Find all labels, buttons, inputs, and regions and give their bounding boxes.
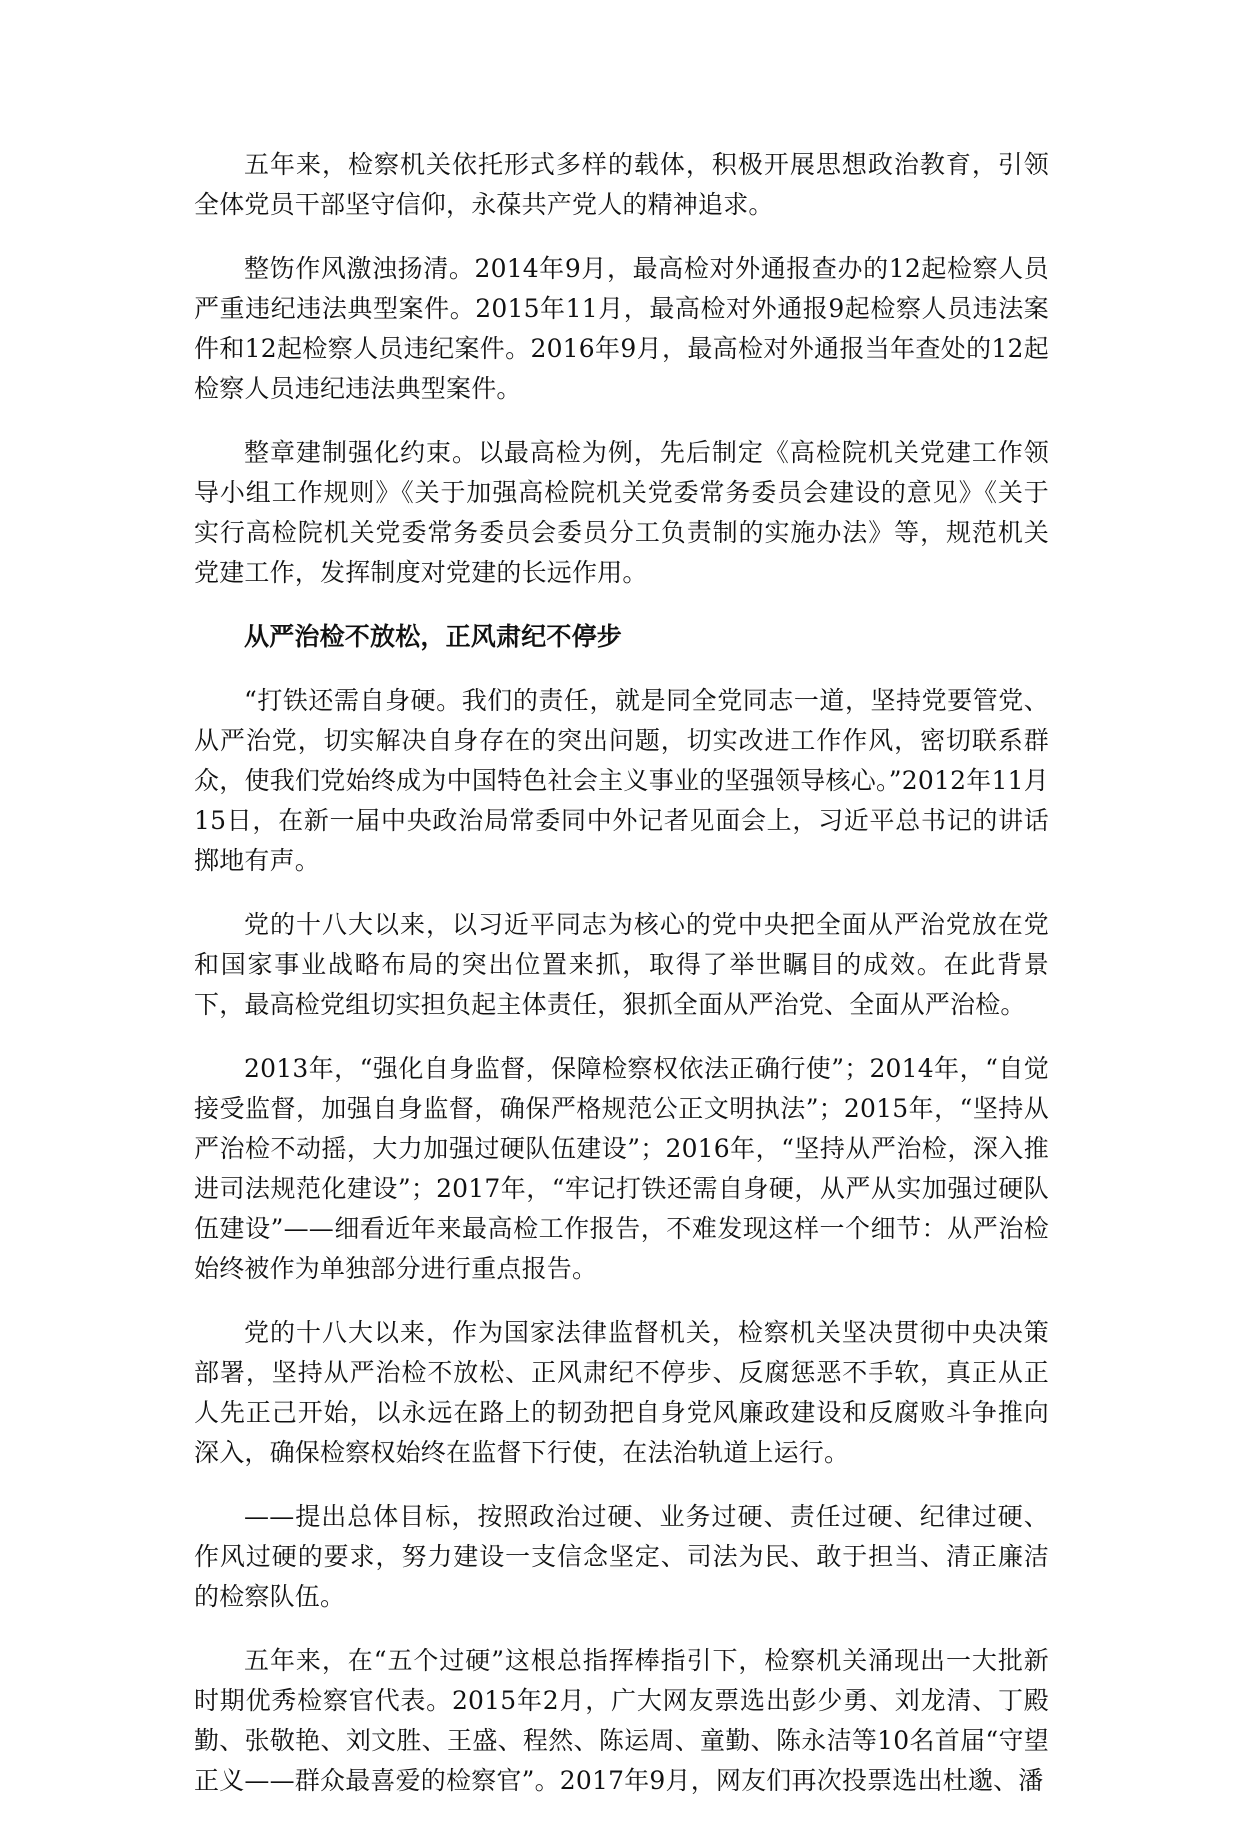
paragraph-since-18th-congress: 党的十八大以来，以习近平同志为核心的党中央把全面从严治党放在党和国家事业战略布局的突出位置来抓，取得了举世瞩目的成效。在此背景下，最高检党组切实担负起主体责任，狠抓全面从严治党、全面从严治检。: [194, 910, 1049, 1019]
document-page: [194, 145, 1049, 1825]
paragraph-rectify-style: 整饬作风激浊扬清。2014年9月，最高检对外通报查办的12起检察人员严重违纪违法典型案件。2015年11月，最高检对外通报9起检察人员违法案件和12起检察人员违纪案件。2016年9月，最高检对外通报当年查处的12起检察人员违纪违法典型案件。: [194, 254, 1049, 403]
paragraph-five-years: 五年来，在“五个过硬”这根总指挥棒指引下，检察机关涌现出一大批新时期优秀检察官代表。2015年2月，广大网友票选出彭少勇、刘龙清、丁殿勤、张敬艳、刘文胜、王盛、程然、陈运周、童勤、陈永洁等10名首届“守望正义——群众最喜爱的检察官”。2017年9月，网友们再次投票选出杜邈、潘: [194, 1646, 1049, 1795]
paragraph-quote: “打铁还需自身硬。我们的责任，就是同全党同志一道，坚持党要管党、从严治党，切实解决自身存在的突出问题，切实改进工作作风，密切联系群众，使我们党始终成为中国特色社会主义事业的坚强领导核心。”2012年11月15日，在新一届中央政治局常委同中外记者见面会上，习近平总书记的讲话掷地有声。: [194, 686, 1049, 875]
paragraph-work-reports: 2013年，“强化自身监督，保障检察权依法正确行使”；2014年，“自觉接受监督，加强自身监督，确保严格规范公正文明执法”；2015年，“坚持从严治检不动摇，大力加强过硬队伍建设”；2016年，“坚持从严治检，深入推进司法规范化建设”；2017年，“牢记打铁还需自身硬，从严从实加强过硬队伍建设”——细看近年来最高检工作报告，不难发现这样一个细节：从严治检始终被作为单独部分进行重点报告。: [194, 1054, 1049, 1283]
paragraph-overall-goal: ——提出总体目标，按照政治过硬、业务过硬、责任过硬、纪律过硬、作风过硬的要求，努力建设一支信念坚定、司法为民、敢于担当、清正廉洁的检察队伍。: [194, 1502, 1049, 1611]
paragraph-rules-system: 整章建制强化约束。以最高检为例，先后制定《高检院机关党建工作领导小组工作规则》《关于加强高检院机关党委常务委员会建设的意见》《关于实行高检院机关党委常务委员会委员分工负责制的实施办法》等，规范机关党建工作，发挥制度对党建的长远作用。: [194, 438, 1049, 587]
paragraph-education: 五年来，检察机关依托形式多样的载体，积极开展思想政治教育，引领全体党员干部坚守信仰，永葆共产党人的精神追求。: [194, 150, 1049, 219]
section-heading: 从严治检不放松，正风肃纪不停步: [244, 622, 623, 651]
paragraph-supervision: 党的十八大以来，作为国家法律监督机关，检察机关坚决贯彻中央决策部署，坚持从严治检不放松、正风肃纪不停步、反腐惩恶不手软，真正从正人先正己开始，以永远在路上的韧劲把自身党风廉政建设和反腐败斗争推向深入，确保检察权始终在监督下行使，在法治轨道上运行。: [194, 1318, 1049, 1467]
